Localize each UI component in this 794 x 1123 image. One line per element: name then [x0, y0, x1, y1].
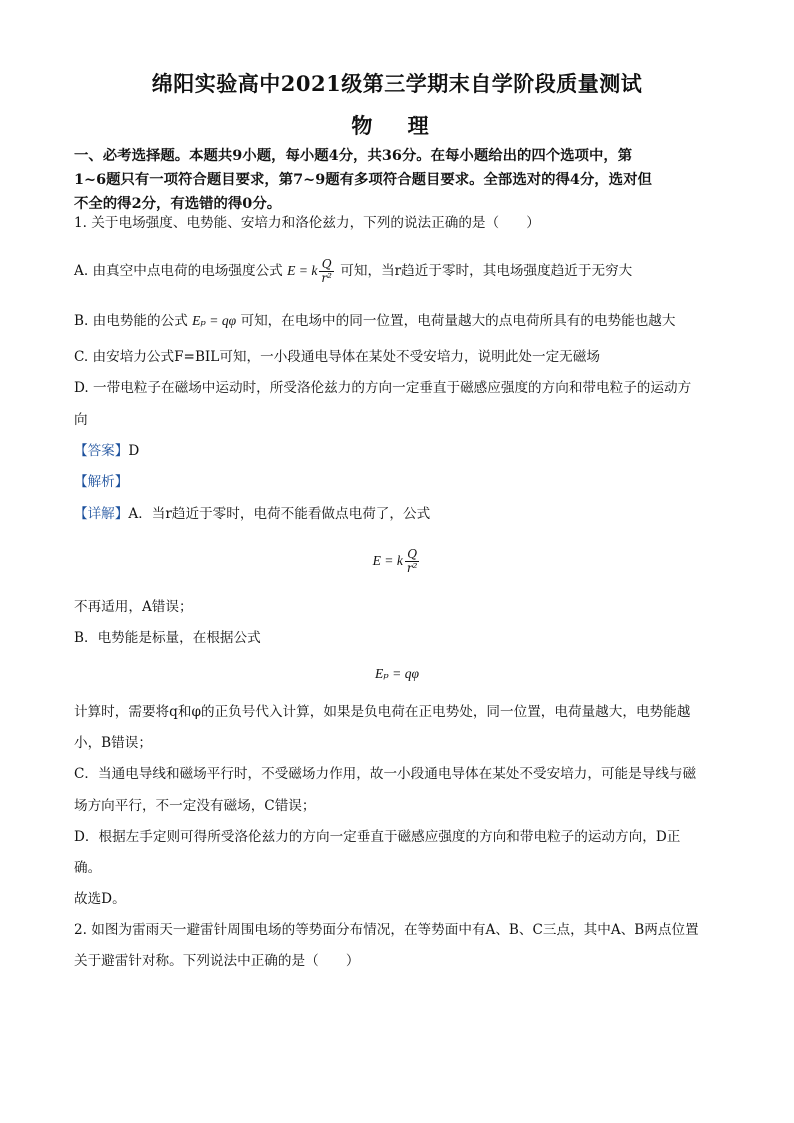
formula-1-numerator: Q	[405, 548, 420, 562]
detail-d-line-2: 确。	[74, 860, 102, 876]
detail-tag: 【详解】	[74, 506, 129, 522]
answer-value: D	[128, 443, 140, 459]
formula-1	[0, 548, 794, 575]
answer-tag: 【答案】	[74, 443, 129, 459]
question-1-option-a	[74, 258, 734, 285]
detail-a-text: A．当r趋近于零时，电荷不能看做点电荷了，公式	[128, 506, 431, 522]
option-b-formula: Eₚ = qφ	[192, 313, 237, 328]
detail-b-line-1: 计算时，需要将q和φ的正负号代入计算，如果是负电荷在正电势处，同一位置，电荷量越大，电势能越	[74, 704, 691, 720]
formula-2: Eₚ = qφ	[374, 666, 420, 681]
question-1-option-d-line-2: 向	[74, 412, 88, 428]
detail-b-line-2: 小，B错误；	[74, 735, 152, 751]
question-1-stem: 1. 关于电场强度、电势能、安培力和洛伦兹力，下列的说法正确的是（ ）	[74, 215, 540, 231]
formula-1-denominator: r²	[406, 561, 418, 575]
question-2-line-2: 关于避雷针对称。下列说法中正确的是（ ）	[74, 953, 360, 969]
option-a-formula-lhs: E = k	[287, 263, 318, 278]
option-a-fraction	[319, 258, 334, 285]
formula-1-fraction	[405, 548, 420, 575]
section-instructions-line-2: 1~6题只有一项符合题目要求，第7~9题有多项符合题目要求。全部选对的得4分，选对但	[74, 171, 652, 188]
exam-title: 绵阳实验高中2021级第三学期末自学阶段质量测试	[151, 71, 643, 96]
formula-1-lhs: E = k	[372, 553, 403, 568]
conclusion-line: 故选D。	[74, 891, 126, 907]
option-a-fraction-numerator: Q	[319, 258, 334, 272]
option-a-suffix: 可知，当r趋近于零时，其电场强度趋近于无穷大	[340, 263, 633, 279]
detail-b-intro: B．电势能是标量，在根据公式	[74, 630, 261, 646]
option-a-prefix: A. 由真空中点电荷的电场强度公式	[74, 263, 283, 279]
option-a-fraction-denominator: r²	[321, 271, 332, 285]
question-1-option-c: C. 由安培力公式F=BIL可知，一小段通电导体在某处不受安培力，说明此处一定无磁场	[74, 349, 600, 365]
subject-title: 物 理	[351, 113, 443, 138]
option-b-prefix: B. 由电势能的公式	[74, 313, 188, 329]
question-1-option-b	[74, 311, 734, 331]
question-1-option-d-line-1: D. 一带电粒子在磁场中运动时，所受洛伦兹力的方向一定垂直于磁感应强度的方向和带电粒子的运动方	[74, 380, 692, 396]
analysis-tag: 【解析】	[74, 474, 129, 490]
section-instructions-line-1: 一、必考选择题。本题共9小题，每小题4分，共36分。在每小题给出的四个选项中，第	[74, 147, 633, 164]
question-2-line-1: 2. 如图为雷雨天一避雷针周围电场的等势面分布情况，在等势面中有A、B、C三点，其中A、B两点位置	[74, 922, 699, 938]
analysis-line	[74, 472, 734, 492]
section-instructions-line-3: 不全的得2分，有选错的得0分。	[74, 195, 282, 212]
detail-a-conclusion: 不再适用，A错误；	[74, 599, 193, 615]
detail-c-line-2: 场方向平行，不一定没有磁场，C错误；	[74, 798, 316, 814]
option-b-suffix: 可知，在电场中的同一位置，电荷量越大的点电荷所具有的电势能也越大	[240, 313, 676, 329]
answer-line	[74, 441, 734, 461]
detail-d-line-1: D．根据左手定则可得所受洛伦兹力的方向一定垂直于磁感应强度的方向和带电粒子的运动方向，D正	[74, 829, 681, 845]
detail-line-a	[74, 504, 734, 524]
detail-c-line-1: C．当通电导线和磁场平行时，不受磁场力作用，故一小段通电导体在某处不受安培力，可能是导线与磁	[74, 766, 697, 782]
